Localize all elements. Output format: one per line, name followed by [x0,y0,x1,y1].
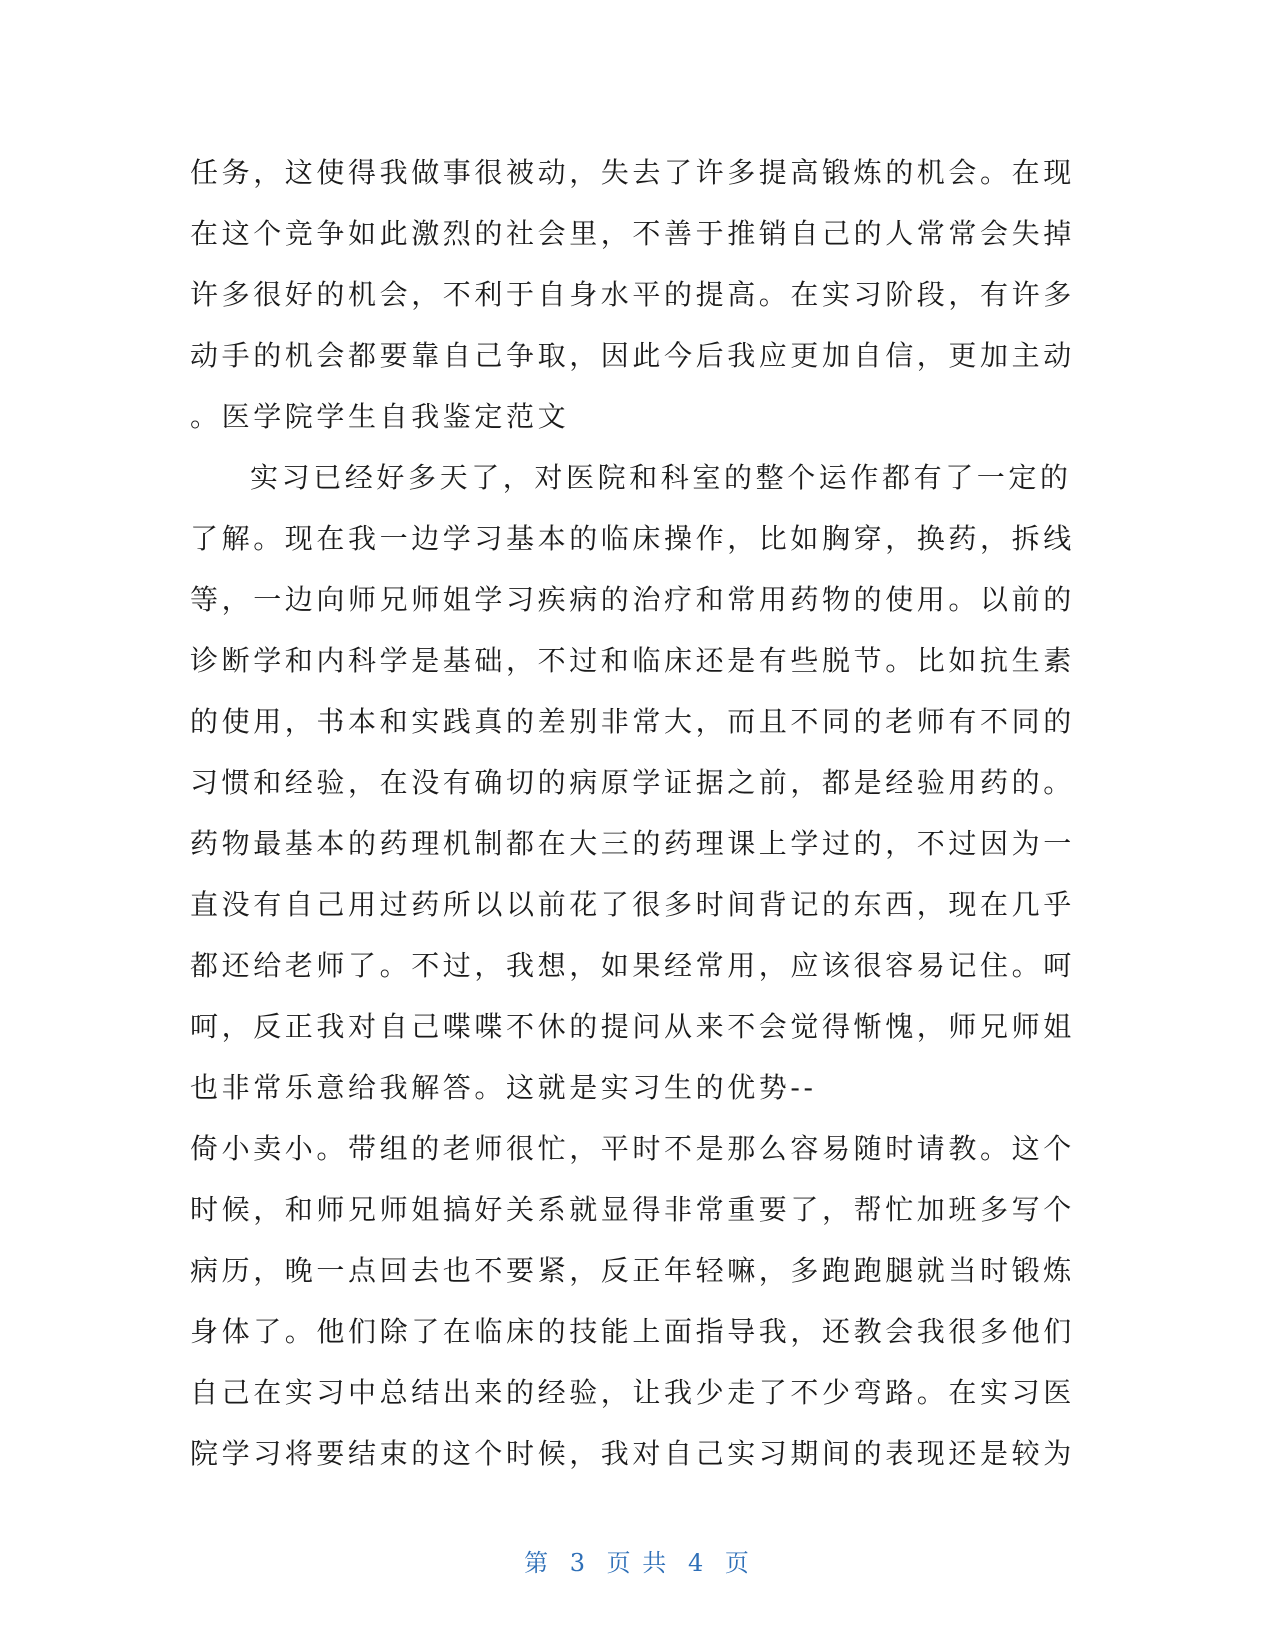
text-line: 。医学院学生自我鉴定范文 [190,400,570,433]
text-line: 也非常乐意给我解答。这就是实习生的优势-- [190,1071,817,1104]
text-line: 药物最基本的药理机制都在大三的药理课上学过的，不过因为一 [190,827,1075,860]
footer-total-pages: 4 [687,1549,706,1577]
text-line: 许多很好的机会，不利于自身水平的提高。在实习阶段，有许多 [190,278,1075,311]
text-line: 在这个竞争如此激烈的社会里，不善于推销自己的人常常会失掉 [190,217,1075,250]
text-line: 病历，晚一点回去也不要紧，反正年轻嘛，多跑跑腿就当时锻炼 [190,1254,1075,1287]
text-line: 动手的机会都要靠自己争取，因此今后我应更加自信，更加主动 [190,339,1075,372]
text-line: 了解。现在我一边学习基本的临床操作，比如胸穿，换药，拆线 [190,522,1075,555]
footer-suffix: 页 [724,1549,751,1577]
text-line: 时候，和师兄师姐搞好关系就显得非常重要了，帮忙加班多写个 [190,1193,1075,1226]
text-line: 都还给老师了。不过，我想，如果经常用，应该很容易记住。呵 [190,949,1075,982]
body-text [190,142,1075,1484]
text-line: 自己在实习中总结出来的经验，让我少走了不少弯路。在实习医 [190,1376,1075,1409]
footer-prefix: 第 [524,1549,551,1577]
footer-middle: 页 共 [606,1549,669,1577]
text-line: 身体了。他们除了在临床的技能上面指导我，还教会我很多他们 [190,1315,1075,1348]
text-line: 倚小卖小。带组的老师很忙，平时不是那么容易随时请教。这个 [190,1132,1075,1165]
paragraph-first-line: 实习已经好多天了，对医院和科室的整个运作都有了一定的 [250,461,1072,494]
footer-page-number: 3 [569,1549,588,1577]
text-line: 直没有自己用过药所以以前花了很多时间背记的东西，现在几乎 [190,888,1075,921]
text-line: 诊断学和内科学是基础，不过和临床还是有些脱节。比如抗生素 [190,644,1075,677]
page-footer [0,1543,1275,1578]
text-line: 院学习将要结束的这个时候，我对自己实习期间的表现还是较为 [190,1437,1075,1470]
text-line: 习惯和经验，在没有确切的病原学证据之前，都是经验用药的。 [190,766,1075,799]
text-line: 的使用，书本和实践真的差别非常大，而且不同的老师有不同的 [190,705,1075,738]
text-line: 等，一边向师兄师姐学习疾病的治疗和常用药物的使用。以前的 [190,583,1075,616]
text-line: 任务，这使得我做事很被动，失去了许多提高锻炼的机会。在现 [190,156,1075,189]
text-line: 呵，反正我对自己喋喋不休的提问从来不会觉得惭愧，师兄师姐 [190,1010,1075,1043]
